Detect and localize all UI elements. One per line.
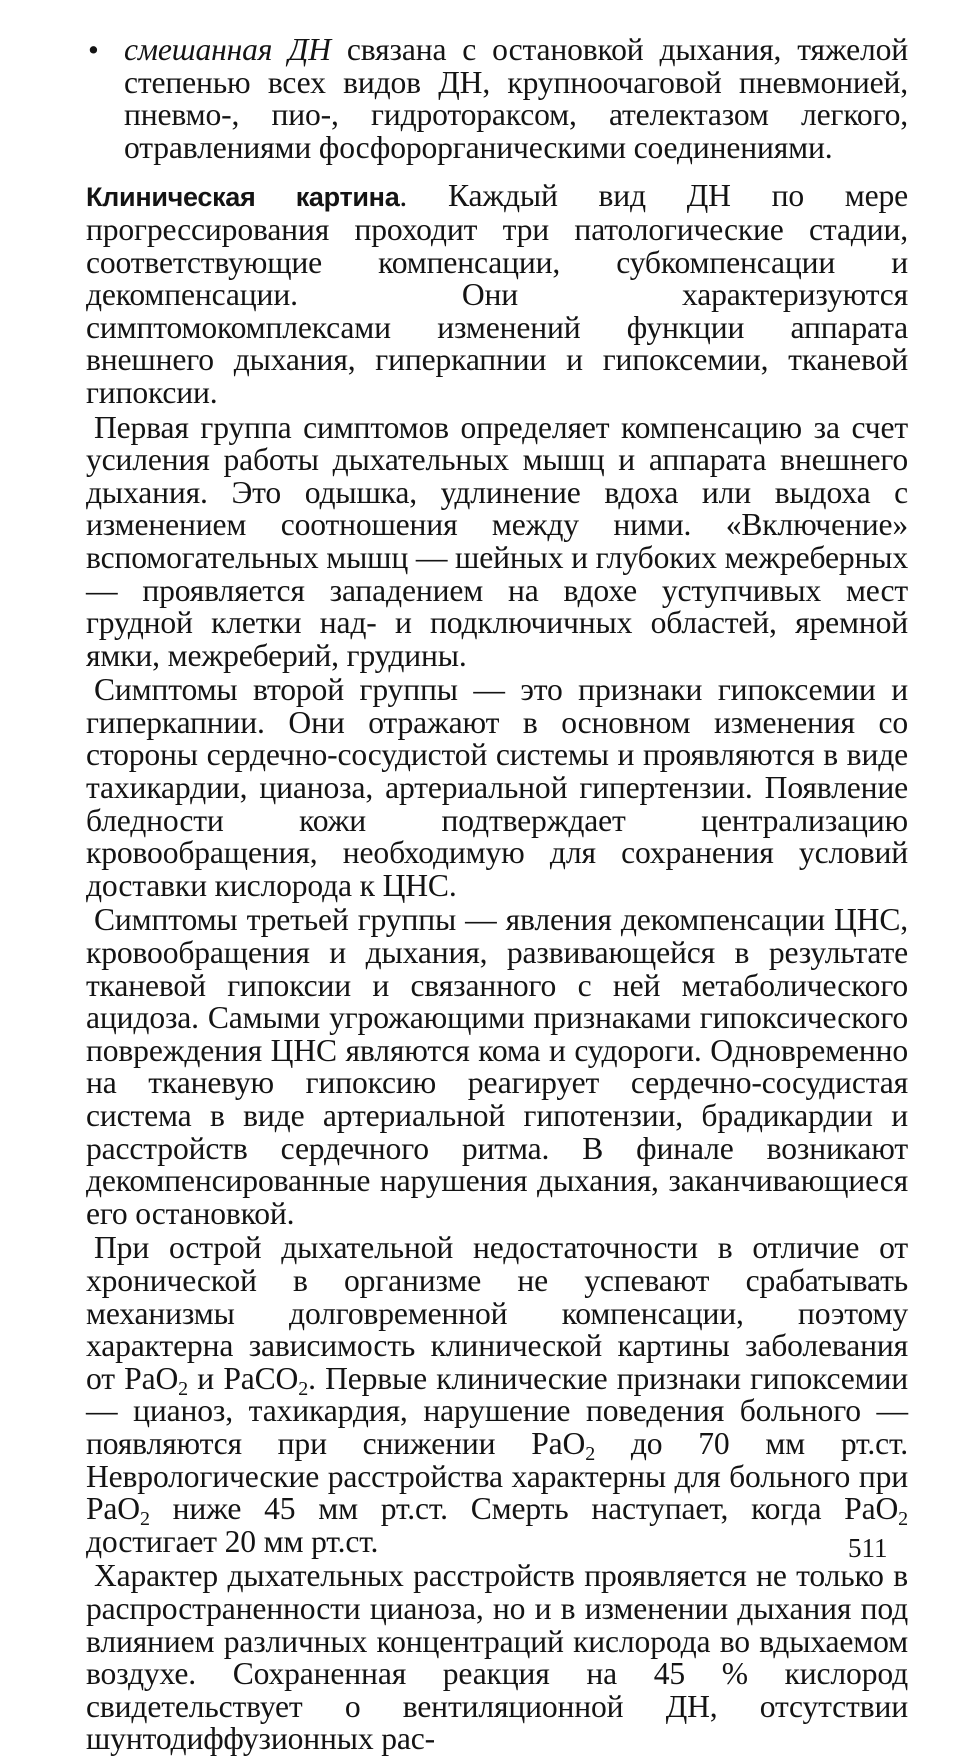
- bullet-lead-term: смешанная ДН: [124, 32, 331, 67]
- text-segment: и PaCO: [188, 1360, 299, 1396]
- text-segment: . Первые клинические признаки гипоксемии — цианоз, тахикардия, нарушение поведения больного — появляются при снижении PaO: [86, 1360, 908, 1461]
- subscript: 2: [139, 1508, 150, 1531]
- paragraph-respiratory-disorders: Характер дыхательных расстройств проявляется не только в распространенности цианоза, но и в изменении дыхания под влиянием различных концентраций кислорода во вдыхаемом воздухе. Сохраненная реакция на 45 % кислород свидетельствует о вентиляционной ДН, отсутствии шунтодиффузионных рас-: [86, 1558, 908, 1756]
- page-number: 511: [848, 1533, 888, 1563]
- clinical-picture-heading: Клиническая картина: [86, 182, 400, 213]
- paragraph-clinical-picture: [86, 180, 908, 409]
- text-segment: ниже 45 мм рт.ст. Смерть наступает, когда PaO: [149, 1491, 899, 1527]
- bullet-icon: •: [88, 32, 99, 67]
- bullet-item-mixed-respiratory-failure: [86, 34, 908, 164]
- paragraph-third-symptom-group: Симптомы третьей группы — явления декомпенсации ЦНС, кровообращения и дыхания, развивающейся в результате тканевой гипоксии и связанного с ней метаболического ацидоза. Самыми угрожающими признаками гипоксического повреждения ЦНС являются кома и судороги. Одновременно на тканевую гипоксию реагирует сердечно-сосудистая система в виде артериальной гипотензии, брадикардии и расстройств сердечного ритма. В финале возникают декомпенсированные нарушения дыхания, заканчивающиеся его остановкой.: [86, 902, 908, 1231]
- subscript: 2: [178, 1377, 188, 1400]
- page-body: [86, 34, 908, 1756]
- bullet-text: связана с остановкой дыхания, тяжелой степенью всех видов ДН, крупноочаговой пневмонией, пневмо-, пио-, гидротораксом, ателектазом легкого, отравлениями фосфорорганическими соединениями.: [124, 32, 908, 165]
- paragraph-second-symptom-group: Симптомы второй группы — это признаки гипоксемии и гиперкапнии. Они отражают в основном изменения со стороны сердечно-сосудистой системы и проявляются в виде тахикардии, цианоза, артериальной гипертензии. Появление бледности кожи подтверждает централизацию кровообращения, необходимую для сохранения условий доставки кислорода к ЦНС.: [86, 672, 908, 903]
- subscript: 2: [898, 1508, 908, 1531]
- paragraph-acute-respiratory-failure: [86, 1232, 908, 1558]
- subscript: 2: [298, 1377, 309, 1400]
- text-segment: до 70 мм рт.ст. Неврологические расстройства характерны для больного при PaO: [86, 1425, 908, 1527]
- subscript: 2: [585, 1442, 596, 1465]
- text-segment: достигает 20 мм рт.ст.: [86, 1523, 379, 1559]
- text-segment: При острой дыхательной недостаточности в отличие от хронической в организме не успевают срабатывать механизмы долговременной компенсации, поэтому характерна зависимость клинической картины заболевания от PaO: [86, 1230, 908, 1396]
- clinical-picture-text: . Каждый вид ДН по мере прогрессирования проходит три патологические стадии, соответствующие компенсации, субкомпенсации и декомпенсации. Они характеризуются симптомокомплексами изменений функции аппарата внешнего дыхания, гиперкапнии и гипоксемии, тканевой гипоксии.: [86, 178, 909, 410]
- paragraph-first-symptom-group: Первая группа симптомов определяет компенсацию за счет усиления работы дыхательных мышц и аппарата внешнего дыхания. Это одышка, удлинение вдоха или выдоха с изменением соотношения между ними. «Включение» вспомогательных мышц — шейных и глубоких межреберных — проявляется западением на вдохе уступчивых мест грудной клетки над- и подключичных областей, яремной ямки, межреберий, грудины.: [86, 409, 908, 673]
- bullet-paragraph: [124, 34, 908, 164]
